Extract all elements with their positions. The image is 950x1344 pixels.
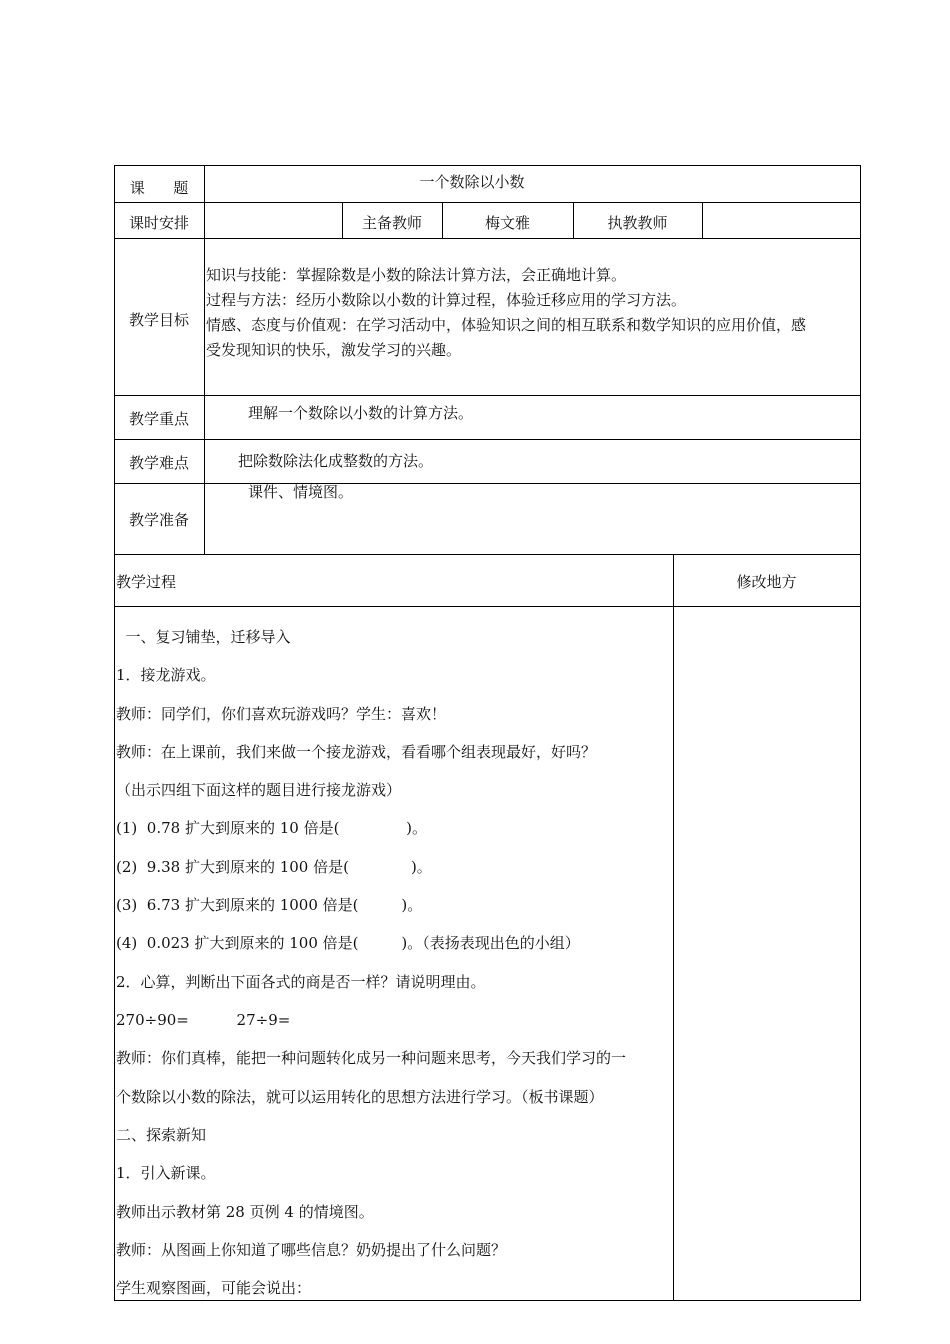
process-line: (3) 6.73 扩大到原来的 1000 倍是( )。 (116, 896, 423, 914)
process-line: 教师：同学们，你们喜欢玩游戏吗？学生：喜欢！ (116, 705, 447, 723)
lead-teacher-label: 主备教师 (361, 214, 422, 232)
process-line: 2．心算，判断出下面各式的商是否一样？请说明理由。 (116, 973, 486, 991)
process-line: (1) 0.78 扩大到原来的 10 倍是( )。 (116, 819, 428, 837)
process-line: 教师：从图画上你知道了哪些信息？奶奶提出了什么问题？ (116, 1241, 507, 1259)
preparation-label: 教学准备 (128, 511, 189, 529)
objective-line: 情感、态度与价值观：在学习活动中，体验知识之间的相互联系和数学知识的应用价值，感 (206, 316, 807, 334)
revision-label: 修改地方 (736, 573, 797, 591)
process-line: 1．接龙游戏。 (116, 666, 216, 684)
process-label: 教学过程 (116, 573, 177, 591)
topic-label: 课 题 (129, 179, 189, 197)
topic-title: 一个数除以小数 (419, 173, 525, 191)
key-points-value: 理解一个数除以小数的计算方法。 (248, 404, 474, 422)
difficulties-label: 教学难点 (128, 454, 189, 472)
exec-teacher-label: 执教教师 (607, 214, 668, 232)
objective-line: 过程与方法：经历小数除以小数的计算过程，体验迁移应用的学习方法。 (206, 291, 687, 309)
difficulties-value: 把除数除法化成整数的方法。 (238, 452, 434, 470)
key-points-label: 教学重点 (128, 410, 189, 428)
process-line: 一、复习铺垫，迁移导入 (116, 628, 291, 646)
lead-teacher-name: 梅文雅 (484, 214, 530, 232)
process-line: 个数除以小数的除法，就可以运用转化的思想方法进行学习。（板书课题） (116, 1088, 604, 1106)
preparation-value: 课件、情境图。 (248, 483, 354, 501)
process-line: (2) 9.38 扩大到原来的 100 倍是( )。 (116, 858, 432, 876)
objectives-label: 教学目标 (128, 311, 189, 329)
process-line: （出示四组下面这样的题目进行接龙游戏） (116, 781, 402, 799)
process-line: 270÷90= 27÷9= (116, 1011, 291, 1029)
process-line: 二、探索新知 (116, 1126, 207, 1144)
process-line: 学生观察图画，可能会说出： (116, 1279, 312, 1297)
process-line: 教师：在上课前，我们来做一个接龙游戏，看看哪个组表现最好，好吗？ (116, 743, 597, 761)
process-line: (4) 0.023 扩大到原来的 100 倍是( )。（表扬表现出色的小组） (116, 934, 580, 952)
objective-line: 知识与技能：掌握除数是小数的除法计算方法，会正确地计算。 (206, 266, 627, 284)
objective-line: 受发现知识的快乐，激发学习的兴趣。 (206, 341, 462, 359)
process-line: 教师出示教材第 28 页例 4 的情境图。 (116, 1203, 374, 1221)
schedule-label: 课时安排 (128, 214, 189, 232)
process-line: 教师：你们真棒，能把一种问题转化成另一种问题来思考，今天我们学习的一 (116, 1049, 627, 1067)
process-line: 1．引入新课。 (116, 1164, 216, 1182)
